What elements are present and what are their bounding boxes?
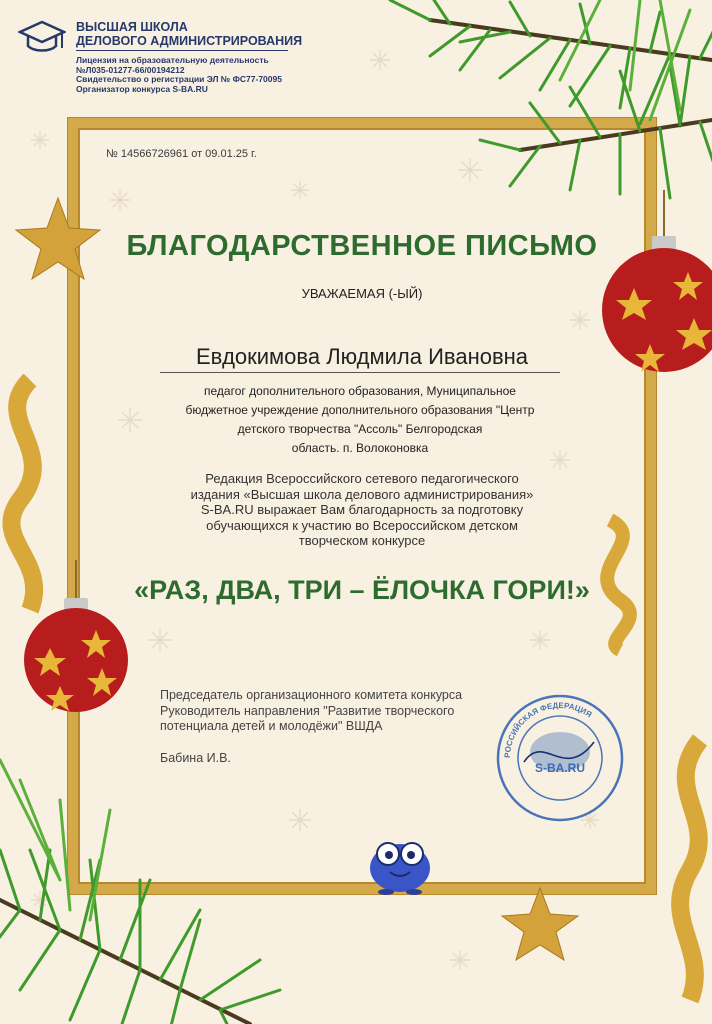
org-divider	[76, 50, 288, 51]
body-line: S-BA.RU выражает Вам благодарность за подготовку	[200, 502, 524, 517]
body-line: творческом конкурсе	[298, 533, 426, 548]
license-number: №Л035-01277-66/00194212	[76, 64, 185, 75]
body-line: Редакция Всероссийского сетевого педагогического	[205, 471, 519, 486]
body-line: издания «Высшая школа делового администрирования»	[190, 486, 534, 502]
stamp-ring-text: РОССИЙСКАЯ ФЕДЕРАЦИЯ	[502, 700, 594, 759]
document-title: БЛАГОДАРСТВЕННОЕ ПИСЬМО	[126, 230, 598, 262]
salutation: УВАЖАЕМАЯ (-ЫЙ)	[301, 286, 423, 301]
graduation-cap-icon	[18, 18, 66, 60]
org-name-line-2: ДЕЛОВОГО АДМИНИСТРИРОВАНИЯ	[76, 34, 303, 48]
recipient-position	[150, 382, 570, 458]
gratitude-text	[140, 471, 584, 549]
org-name-line-1: ВЫСШАЯ ШКОЛА	[76, 20, 188, 34]
name-underline	[160, 372, 560, 373]
org-name	[76, 20, 302, 48]
position-line: область. п. Волоконовка	[291, 441, 429, 455]
position-line: детского творчества "Ассоль" Белгородская	[237, 422, 483, 436]
stamp-center-text: S-BA.RU	[535, 761, 585, 775]
signer-name: Бабина И.В.	[160, 751, 231, 765]
signature-block	[160, 688, 540, 735]
recipient-name: Евдокимова Людмила Ивановна	[195, 344, 529, 369]
blue-owl-mascot-icon	[360, 826, 440, 896]
signature-line: Председатель организационного комитета конкурса	[160, 688, 463, 702]
license-block	[76, 56, 282, 94]
contest-title: «РАЗ, ДВА, ТРИ – ЁЛОЧКА ГОРИ!»	[134, 575, 590, 605]
registration-line: Свидетельство о регистрации ЭЛ № ФС77-70095	[76, 74, 282, 84]
position-line: бюджетное учреждение дополнительного образования "Центр	[185, 403, 535, 417]
document-number: № 14566726961 от 09.01.25 г.	[106, 148, 257, 160]
body-line: обучающихся к участию во Всероссийском детском	[206, 517, 518, 533]
signature-line: потенциала детей и молодёжи" ВШДА	[160, 719, 383, 733]
signature-line: Руководитель направления "Развитие творческого	[160, 703, 455, 718]
round-seal-icon	[494, 692, 626, 824]
position-line: педагог дополнительного образования, Муниципальное	[204, 384, 516, 398]
license-line: Лицензия на образовательную деятельность	[76, 55, 269, 65]
organizer-line: Организатор конкурса S-BA.RU	[76, 83, 208, 94]
